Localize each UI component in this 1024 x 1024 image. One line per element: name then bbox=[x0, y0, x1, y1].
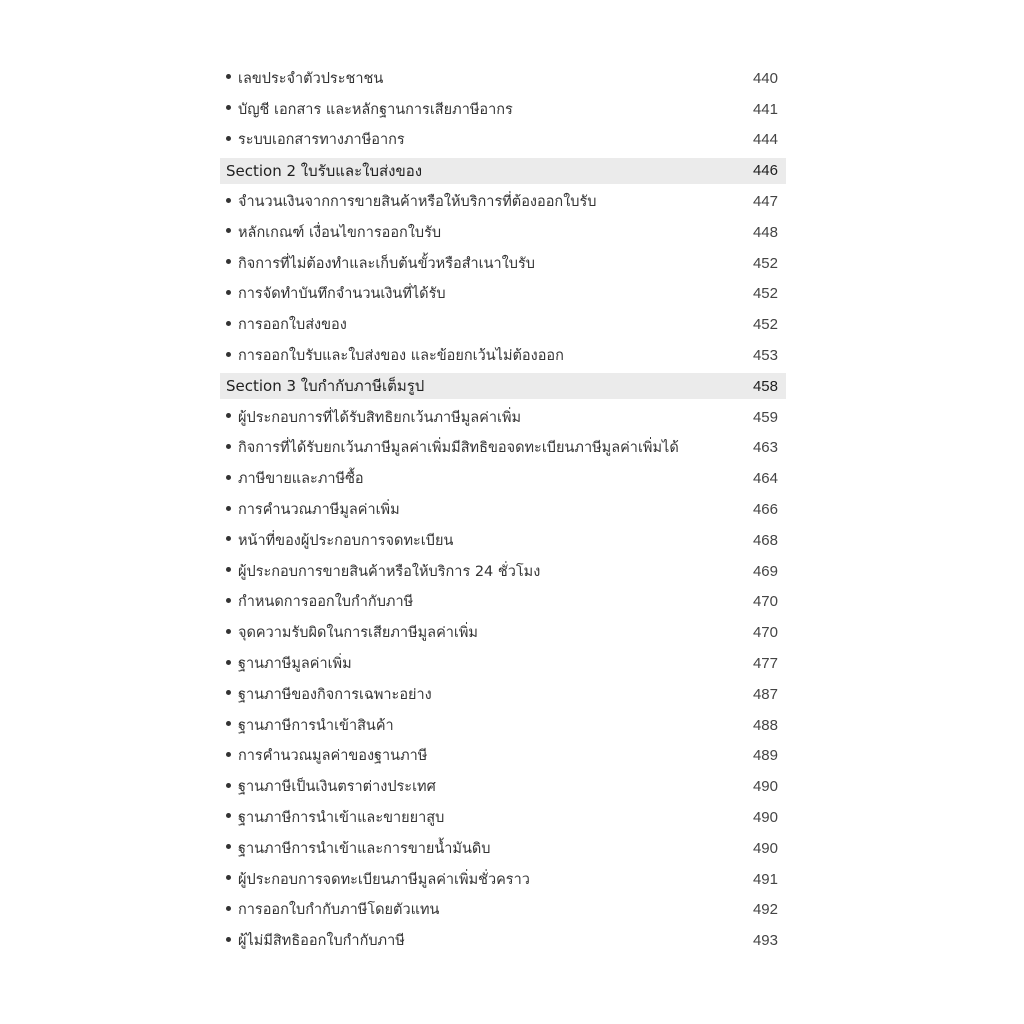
page-number: 489 bbox=[752, 747, 778, 765]
bullet-icon bbox=[226, 844, 231, 849]
page-number: 469 bbox=[752, 562, 778, 580]
bullet-icon bbox=[226, 536, 231, 541]
toc-item bbox=[220, 556, 786, 587]
page-number: 468 bbox=[752, 531, 778, 549]
toc-text: ฐานภาษีของกิจการเฉพาะอย่าง bbox=[238, 686, 432, 703]
toc-item-label bbox=[226, 252, 535, 275]
toc-section-heading bbox=[220, 373, 786, 399]
page-number: 441 bbox=[752, 100, 778, 118]
bullet-icon bbox=[226, 444, 231, 449]
toc-item bbox=[220, 525, 786, 556]
bullet-icon bbox=[226, 352, 231, 357]
section-title bbox=[226, 374, 424, 398]
page-number: 452 bbox=[752, 285, 778, 303]
page-number: 487 bbox=[752, 685, 778, 703]
toc-item-label bbox=[226, 467, 364, 490]
toc-text: ผู้ประกอบการขายสินค้าหรือให้บริการ 24 ชั่วโมง bbox=[238, 563, 541, 580]
toc-item-label bbox=[226, 313, 347, 336]
bullet-icon bbox=[226, 783, 231, 788]
toc-item-label bbox=[226, 67, 383, 90]
toc-item-label bbox=[226, 868, 530, 891]
toc-item-label bbox=[226, 775, 436, 798]
page-number: 488 bbox=[752, 716, 778, 734]
toc-item-label bbox=[226, 590, 413, 613]
page-number: 458 bbox=[752, 377, 778, 395]
toc-item-label bbox=[226, 344, 564, 367]
bullet-icon bbox=[226, 629, 231, 634]
bullet-icon bbox=[226, 321, 231, 326]
bullet-icon bbox=[226, 567, 231, 572]
toc-text: ผู้ประกอบการที่ได้รับสิทธิยกเว้นภาษีมูลค่าเพิ่ม bbox=[238, 409, 522, 426]
page-number: 491 bbox=[752, 870, 778, 888]
toc-text: การคำนวณมูลค่าของฐานภาษี bbox=[238, 748, 428, 765]
page-number: 452 bbox=[752, 254, 778, 272]
toc-text: เลขประจำตัวประชาชน bbox=[238, 70, 384, 87]
page-number: 466 bbox=[752, 501, 778, 519]
toc-text: ฐานภาษีการนำเข้าและขายยาสูบ bbox=[238, 809, 445, 826]
toc-item-label bbox=[226, 560, 540, 583]
toc-item-label bbox=[226, 714, 394, 737]
toc-text: ผู้ไม่มีสิทธิออกใบกำกับภาษี bbox=[238, 933, 405, 950]
toc-item bbox=[220, 833, 786, 864]
toc-text: การจัดทำบันทึกจำนวนเงินที่ได้รับ bbox=[238, 286, 446, 303]
toc-text: การออกใบส่งของ bbox=[238, 317, 347, 334]
bullet-icon bbox=[226, 721, 231, 726]
toc-item bbox=[220, 340, 786, 371]
toc-text: Section 3 ใบกำกับภาษีเต็มรูป bbox=[226, 377, 425, 396]
toc-item bbox=[220, 710, 786, 741]
toc-item bbox=[220, 463, 786, 494]
page-number: 490 bbox=[752, 839, 778, 857]
toc-item bbox=[220, 925, 786, 956]
toc-text: ภาษีขายและภาษีซื้อ bbox=[238, 471, 364, 488]
page-number: 490 bbox=[752, 808, 778, 826]
toc-item-label bbox=[226, 929, 405, 952]
toc-item bbox=[220, 617, 786, 648]
bullet-icon bbox=[226, 906, 231, 911]
toc-text: กำหนดการออกใบกำกับภาษี bbox=[238, 594, 414, 611]
toc-item-label bbox=[226, 744, 427, 767]
toc-item bbox=[220, 741, 786, 772]
toc-item-label bbox=[226, 529, 453, 552]
toc-item bbox=[220, 894, 786, 925]
toc-item bbox=[220, 248, 786, 279]
toc-item bbox=[220, 771, 786, 802]
toc-item-label bbox=[226, 837, 491, 860]
toc-item bbox=[220, 864, 786, 895]
page-number: 470 bbox=[752, 624, 778, 642]
toc-item bbox=[220, 402, 786, 433]
bullet-icon bbox=[226, 752, 231, 757]
toc-item-label bbox=[226, 190, 596, 213]
toc-item bbox=[220, 186, 786, 217]
bullet-icon bbox=[226, 660, 231, 665]
toc-item-label bbox=[226, 652, 352, 675]
page-number: 440 bbox=[752, 69, 778, 87]
bullet-icon bbox=[226, 259, 231, 264]
bullet-icon bbox=[226, 690, 231, 695]
bullet-icon bbox=[226, 413, 231, 418]
toc-text: กิจการที่ไม่ต้องทำและเก็บต้นขั้วหรือสำเนาใบรับ bbox=[238, 255, 535, 272]
page-number: 490 bbox=[752, 778, 778, 796]
toc-item bbox=[220, 309, 786, 340]
page-number: 477 bbox=[752, 655, 778, 672]
bullet-icon bbox=[226, 813, 231, 818]
toc-text: ฐานภาษีการนำเข้าและการขายน้ำมันดิบ bbox=[238, 840, 491, 857]
toc-item-label bbox=[226, 221, 441, 244]
toc-text: หลักเกณฑ์ เงื่อนไขการออกใบรับ bbox=[238, 224, 442, 241]
toc-item-label bbox=[226, 898, 439, 921]
bullet-icon bbox=[226, 506, 231, 511]
toc-item-label bbox=[226, 498, 400, 521]
toc-item bbox=[220, 587, 786, 618]
toc-item bbox=[220, 802, 786, 833]
bullet-icon bbox=[226, 136, 231, 141]
bullet-icon bbox=[226, 228, 231, 233]
toc-text: จุดความรับผิดในการเสียภาษีมูลค่าเพิ่ม bbox=[238, 625, 478, 642]
table-of-contents bbox=[220, 63, 786, 956]
toc-item bbox=[220, 279, 786, 310]
toc-item bbox=[220, 94, 786, 125]
page-number: 492 bbox=[752, 901, 778, 919]
toc-item-label bbox=[226, 436, 679, 459]
page-number: 447 bbox=[752, 193, 778, 211]
toc-item-label bbox=[226, 406, 521, 429]
toc-text: การคำนวณภาษีมูลค่าเพิ่ม bbox=[238, 502, 400, 519]
page-number: 453 bbox=[752, 347, 778, 365]
page-number: 463 bbox=[752, 439, 778, 457]
toc-item bbox=[220, 217, 786, 248]
toc-text: การออกใบกำกับภาษีโดยตัวแทน bbox=[238, 902, 440, 919]
bullet-icon bbox=[226, 475, 231, 480]
toc-text: บัญชี เอกสาร และหลักฐานการเสียภาษีอากร bbox=[238, 101, 513, 118]
bullet-icon bbox=[226, 74, 231, 79]
toc-text: กิจการที่ได้รับยกเว้นภาษีมูลค่าเพิ่มมีสิทธิขอจดทะเบียนภาษีมูลค่าเพิ่มได้ bbox=[238, 440, 679, 457]
page-number: 470 bbox=[752, 593, 778, 611]
bullet-icon bbox=[226, 105, 231, 110]
page-number: 448 bbox=[752, 223, 778, 241]
toc-item-label bbox=[226, 282, 446, 305]
page-number: 459 bbox=[752, 408, 778, 426]
toc-item bbox=[220, 494, 786, 525]
toc-text: ระบบเอกสารทางภาษีอากร bbox=[238, 132, 405, 149]
toc-item-label bbox=[226, 621, 478, 644]
section-title bbox=[226, 159, 422, 183]
toc-section-heading bbox=[220, 158, 786, 184]
toc-text: ฐานภาษีมูลค่าเพิ่ม bbox=[238, 656, 352, 672]
toc-text: ฐานภาษีการนำเข้าสินค้า bbox=[238, 717, 394, 734]
toc-item bbox=[220, 433, 786, 464]
toc-text: การออกใบรับและใบส่งของ และข้อยกเว้นไม่ต้องออก bbox=[238, 348, 564, 365]
toc-item bbox=[220, 679, 786, 710]
toc-item-label bbox=[226, 128, 405, 151]
toc-text: ฐานภาษีเป็นเงินตราต่างประเทศ bbox=[238, 779, 436, 796]
toc-item-label bbox=[226, 98, 513, 121]
toc-text: Section 2 ใบรับและใบส่งของ bbox=[226, 161, 423, 180]
toc-text: หน้าที่ของผู้ประกอบการจดทะเบียน bbox=[238, 532, 454, 549]
bullet-icon bbox=[226, 937, 231, 942]
page-number: 452 bbox=[752, 316, 778, 334]
toc-item-label bbox=[226, 683, 432, 706]
toc-item bbox=[220, 648, 786, 679]
toc-item-label bbox=[226, 806, 444, 829]
bullet-icon bbox=[226, 598, 231, 603]
toc-item bbox=[220, 63, 786, 94]
page-number: 493 bbox=[752, 932, 778, 950]
page-number: 464 bbox=[752, 470, 778, 488]
page-number: 446 bbox=[752, 162, 778, 180]
bullet-icon bbox=[226, 198, 231, 203]
toc-item bbox=[220, 125, 786, 156]
toc-text: จำนวนเงินจากการขายสินค้าหรือให้บริการที่ต้องออกใบรับ bbox=[238, 194, 597, 211]
toc-text: ผู้ประกอบการจดทะเบียนภาษีมูลค่าเพิ่มชั่วคราว bbox=[238, 871, 530, 888]
page-number: 444 bbox=[752, 131, 778, 149]
bullet-icon bbox=[226, 290, 231, 295]
bullet-icon bbox=[226, 875, 231, 880]
